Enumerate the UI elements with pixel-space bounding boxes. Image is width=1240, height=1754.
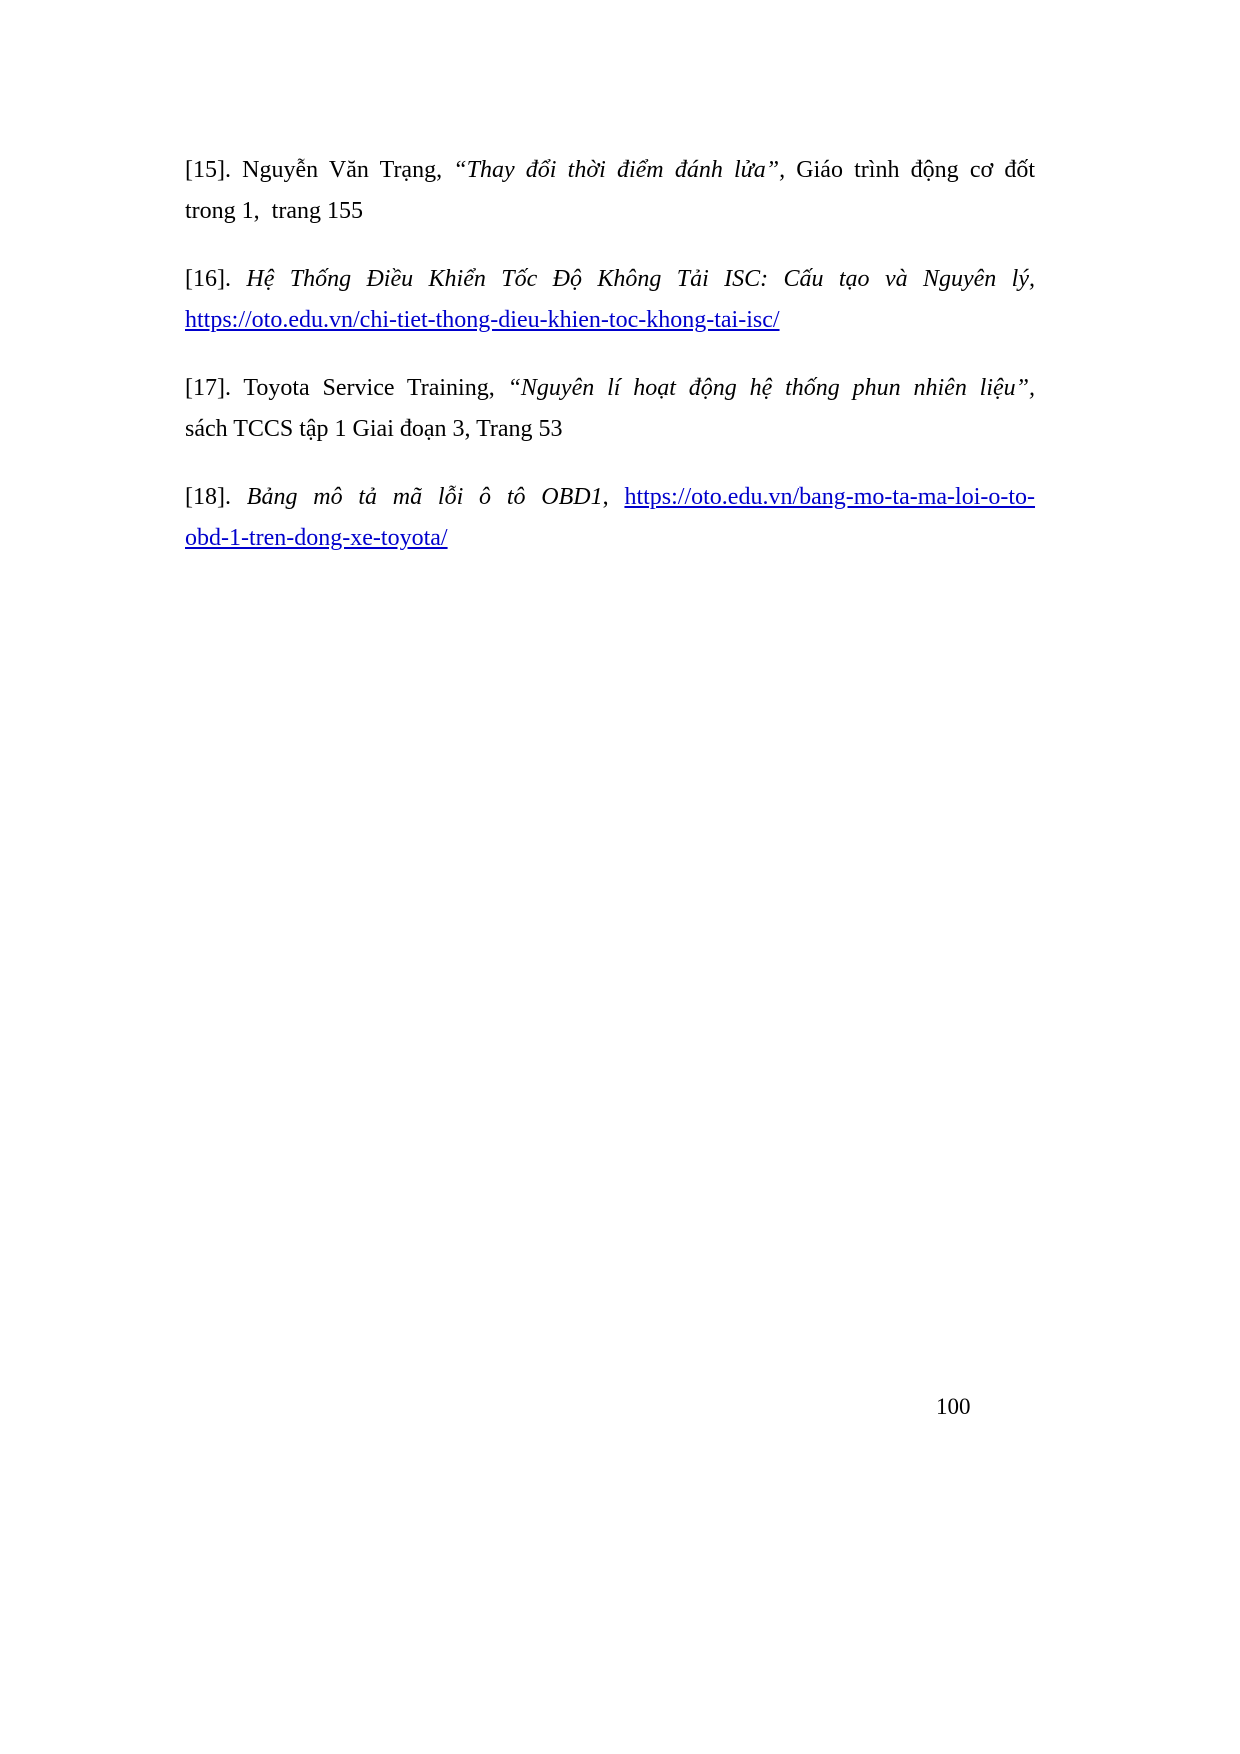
reference-link[interactable]: https://oto.edu.vn/chi-tiet-thong-dieu-khien-toc-khong-tai-isc/ (185, 307, 780, 333)
reference-15 (185, 150, 1035, 232)
reference-line (185, 409, 1035, 450)
reference-16 (185, 259, 1035, 341)
reference-text: [18]. (185, 484, 247, 510)
reference-link[interactable]: https://oto.edu.vn/bang-mo-ta-ma-loi-o-to- (624, 484, 1036, 510)
reference-line (185, 300, 1035, 341)
reference-title-italic: “Thay đổi thời điểm đánh lửa”, (453, 157, 786, 183)
reference-link[interactable]: obd-1-tren-dong-xe-toyota/ (185, 525, 448, 551)
reference-text: , (602, 484, 625, 510)
reference-line (185, 518, 1035, 559)
reference-text: [17]. Toyota Service Training, (185, 375, 508, 401)
reference-title-italic: Bảng mô tả mã lỗi ô tô OBD1 (246, 484, 603, 510)
reference-line (185, 259, 1035, 300)
reference-line (185, 368, 1035, 409)
reference-17 (185, 368, 1035, 450)
reference-text: Giáo trình động cơ đốt (785, 157, 1036, 183)
reference-line (185, 150, 1035, 191)
reference-text: trong 1, trang 155 (185, 198, 363, 224)
reference-text: [16]. (185, 266, 247, 292)
page-number: 100 (936, 1394, 971, 1419)
references-list (185, 150, 1035, 586)
reference-text: sách TCCS tập 1 Giai đoạn 3, Trang 53 (185, 416, 563, 442)
reference-line (185, 477, 1035, 518)
reference-line (185, 191, 1035, 232)
reference-text: [15]. Nguyễn Văn Trạng, (185, 157, 454, 183)
reference-18 (185, 477, 1035, 559)
reference-title-italic: Hệ Thống Điều Khiển Tốc Độ Không Tải ISC: Cấu tạo và Nguyên lý, (246, 266, 1036, 292)
reference-title-italic: “Nguyên lí hoạt động hệ thống phun nhiên liệu”, (507, 375, 1035, 401)
